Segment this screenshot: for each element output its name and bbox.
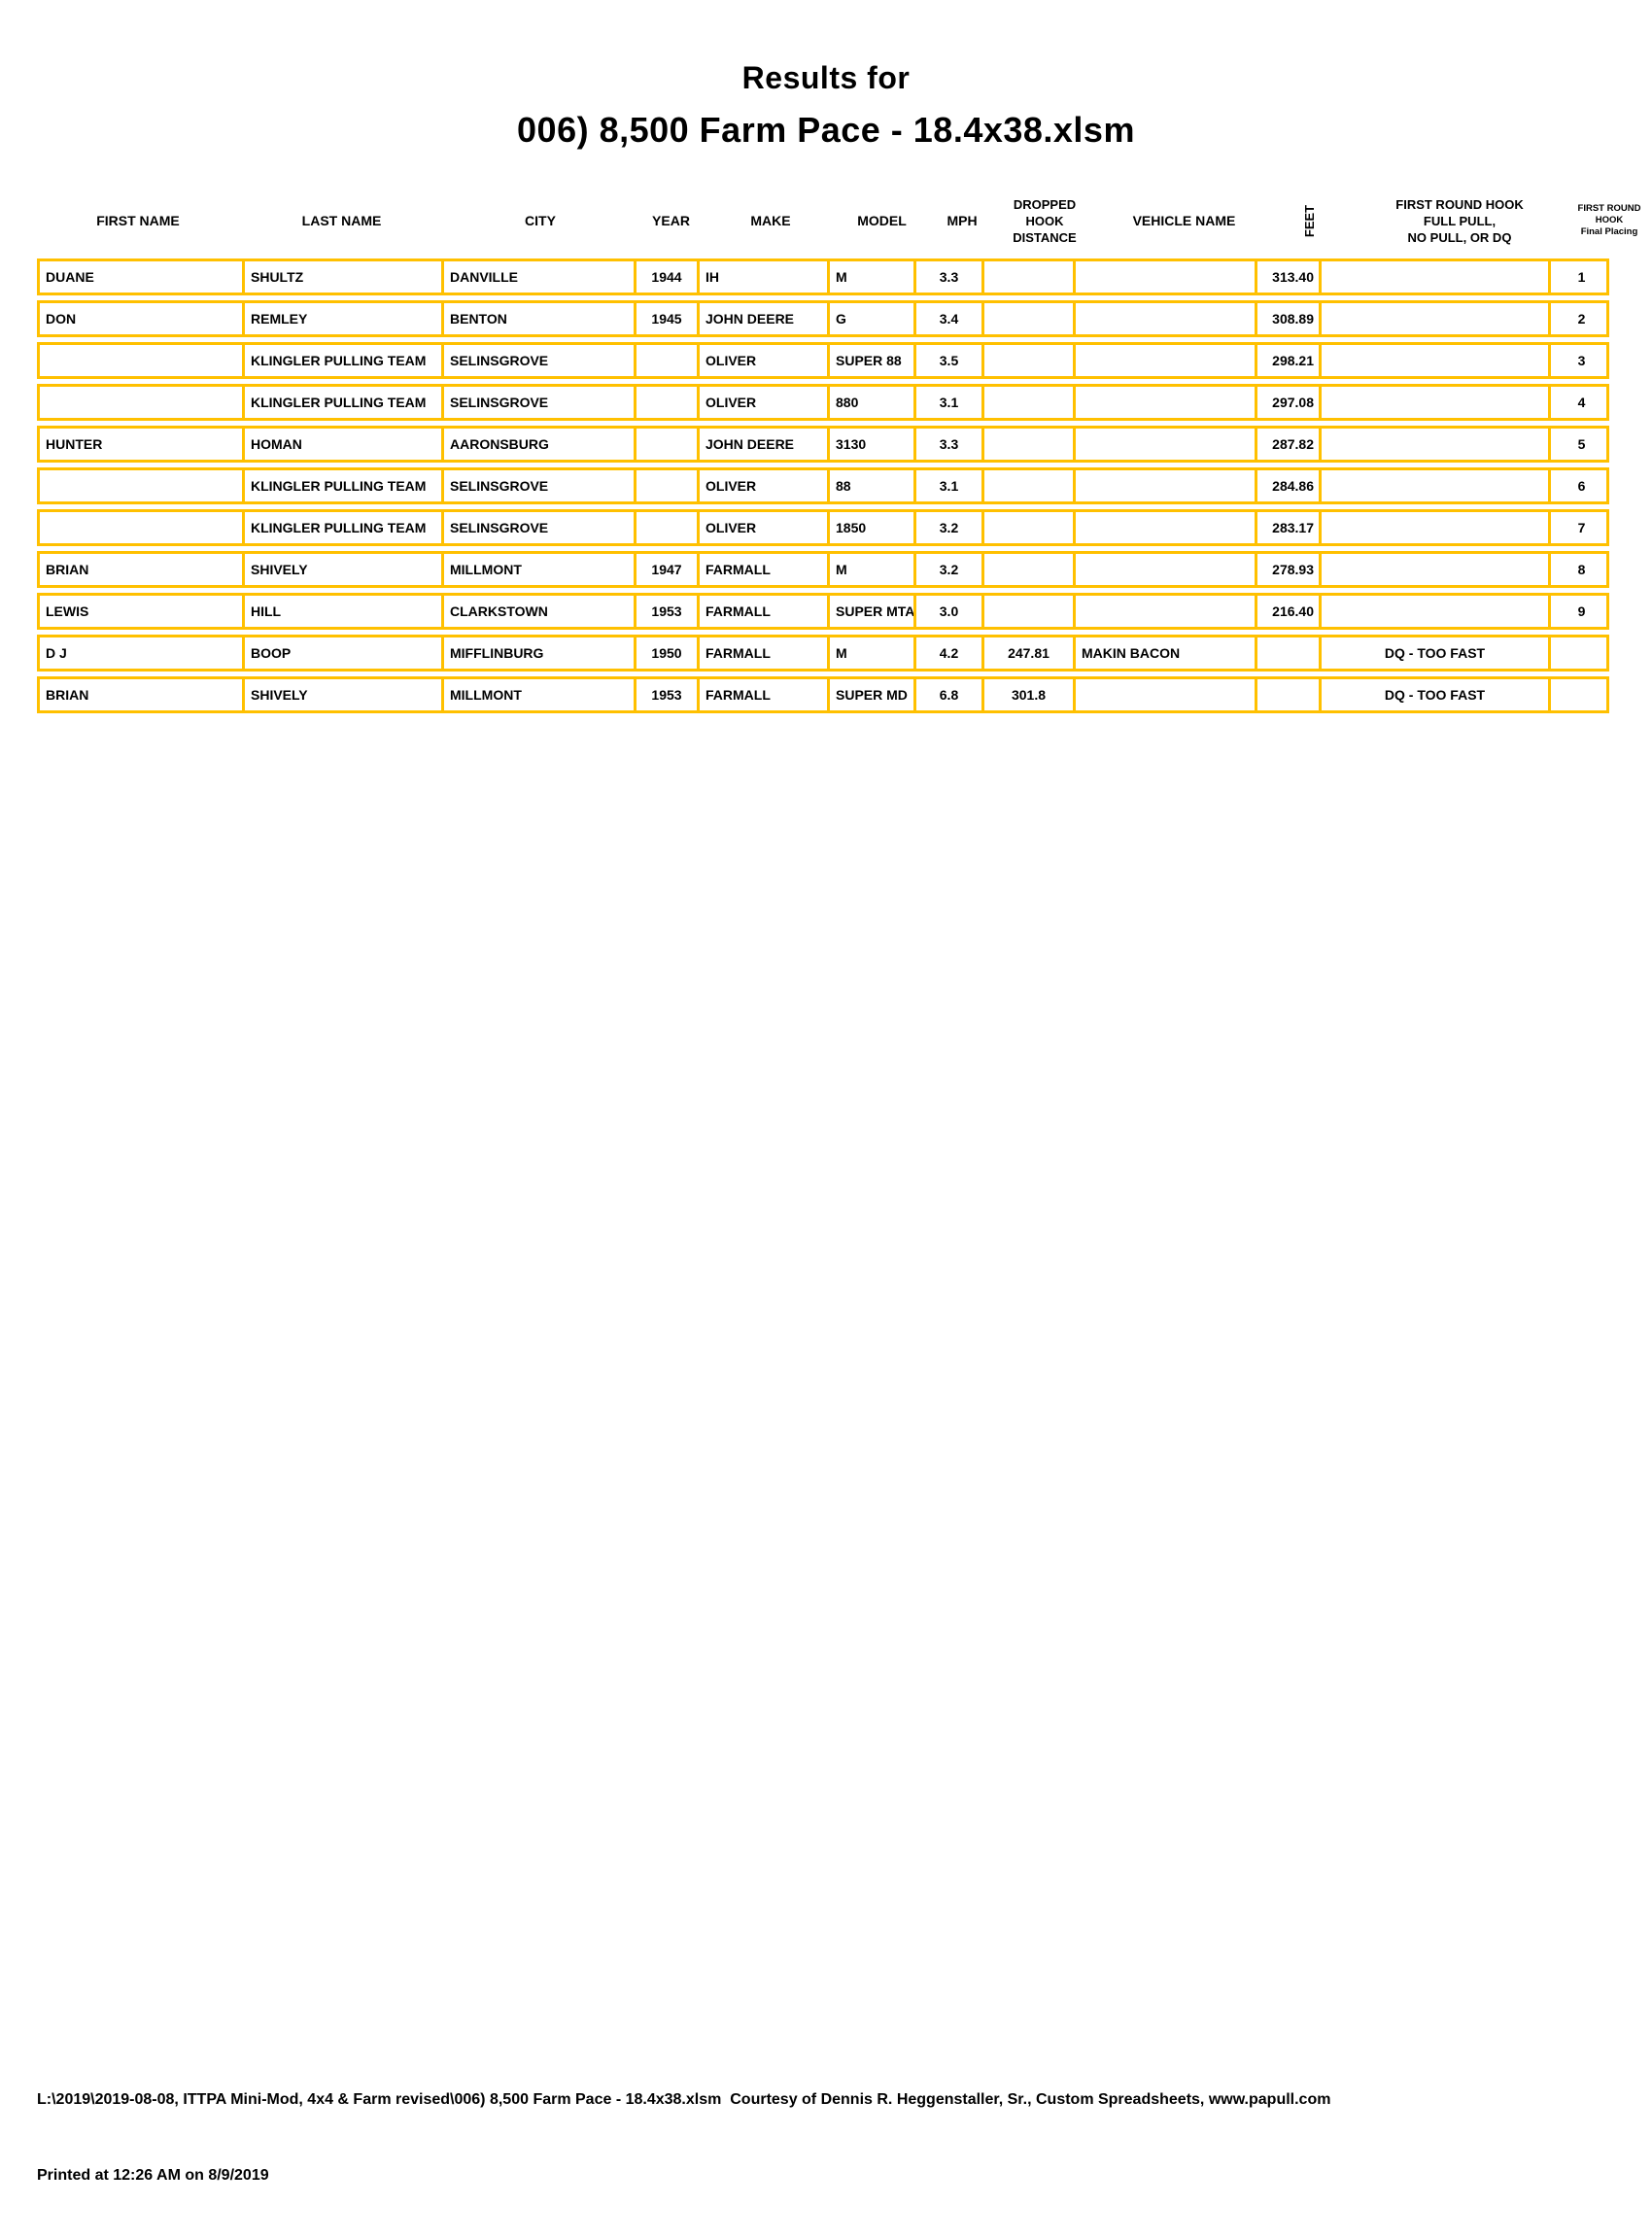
cell-dropped-hook-distance	[981, 470, 1073, 501]
cell-final-placing: 2	[1548, 303, 1612, 334]
title-line-1: Results for	[741, 60, 911, 95]
title-line-2: 006) 8,500 Farm Pace - 18.4x38.xlsm	[517, 110, 1135, 150]
cell-model: M	[827, 261, 913, 293]
cell-first-name: BRIAN	[46, 687, 89, 703]
table-row	[37, 676, 1609, 713]
cell-first-round-hook-result	[1319, 554, 1548, 585]
cell-first-name: DON	[46, 311, 77, 327]
cell-feet: 308.89	[1255, 303, 1319, 334]
cell-year: 1950	[634, 637, 697, 669]
cell-first-name: BRIAN	[46, 562, 89, 577]
results-table	[37, 183, 1641, 718]
cell-city: SELINSGROVE	[441, 470, 634, 501]
cell-model: SUPER MD	[827, 679, 913, 710]
cell-final-placing: 6	[1548, 470, 1612, 501]
cell-final-placing	[1548, 637, 1612, 669]
cell-mph: 3.4	[913, 303, 981, 334]
cell-dropped-hook-distance: 301.8	[981, 679, 1073, 710]
cell-year: 1947	[634, 554, 697, 585]
cell-vehicle-name	[1073, 512, 1255, 543]
cell-dropped-hook-distance: 247.81	[981, 637, 1073, 669]
cell-first-round-hook-result: DQ - TOO FAST	[1319, 679, 1548, 710]
header-line: DISTANCE	[1013, 229, 1077, 245]
cell-model: SUPER MTA	[827, 596, 913, 627]
table-row	[37, 467, 1609, 504]
cell-first-round-hook-result	[1319, 387, 1548, 418]
cell-city: MILLMONT	[441, 554, 634, 585]
cell-final-placing	[1548, 679, 1612, 710]
column-header-first-name: FIRST NAME	[96, 212, 180, 228]
page-footer	[37, 2037, 1330, 2239]
column-header-mph: MPH	[946, 212, 978, 228]
cell-dropped-hook-distance	[981, 596, 1073, 627]
header-line: FIRST ROUND	[1577, 203, 1641, 214]
cell-dropped-hook-distance	[981, 387, 1073, 418]
table-row	[37, 593, 1609, 630]
cell-feet: 297.08	[1255, 387, 1319, 418]
cell-last-name: SHIVELY	[242, 679, 441, 710]
cell-mph: 3.3	[913, 261, 981, 293]
cell-city: SELINSGROVE	[441, 512, 634, 543]
cell-last-name: KLINGLER PULLING TEAM	[242, 470, 441, 501]
cell-model: M	[827, 554, 913, 585]
cell-year: 1953	[634, 596, 697, 627]
cell-last-name: KLINGLER PULLING TEAM	[242, 387, 441, 418]
cell-city: AARONSBURG	[441, 429, 634, 460]
cell-final-placing: 1	[1548, 261, 1612, 293]
cell-feet: 313.40	[1255, 261, 1319, 293]
cell-first-round-hook-result	[1319, 303, 1548, 334]
cell-final-placing: 8	[1548, 554, 1612, 585]
table-row	[37, 551, 1609, 588]
header-line: NO PULL, OR DQ	[1407, 229, 1512, 245]
header-line: Final Placing	[1580, 226, 1638, 237]
cell-feet: 287.82	[1255, 429, 1319, 460]
feet-rotated-label: FEET	[1302, 204, 1318, 237]
cell-final-placing: 5	[1548, 429, 1612, 460]
table-row	[37, 258, 1609, 295]
column-header-dropped-hook-distance	[999, 196, 1090, 246]
column-header-make: MAKE	[750, 212, 791, 228]
header-line: DROPPED	[1013, 196, 1077, 212]
cell-make: FARMALL	[697, 679, 827, 710]
cell-make: FARMALL	[697, 637, 827, 669]
cell-model: 88	[827, 470, 913, 501]
cell-city: SELINSGROVE	[441, 387, 634, 418]
cell-first-name: LEWIS	[46, 603, 89, 619]
cell-dropped-hook-distance	[981, 345, 1073, 376]
cell-first-name	[40, 512, 242, 543]
cell-make: JOHN DEERE	[697, 303, 827, 334]
cell-final-placing: 7	[1548, 512, 1612, 543]
cell-feet	[1255, 679, 1319, 710]
table-row	[37, 509, 1609, 546]
cell-first-name: DUANE	[46, 269, 94, 285]
cell-first-name	[40, 345, 242, 376]
cell-feet: 278.93	[1255, 554, 1319, 585]
cell-last-name: SHIVELY	[242, 554, 441, 585]
cell-make: FARMALL	[697, 596, 827, 627]
cell-model: G	[827, 303, 913, 334]
cell-vehicle-name	[1073, 679, 1255, 710]
cell-last-name: BOOP	[242, 637, 441, 669]
table-row	[37, 384, 1609, 421]
cell-last-name: REMLEY	[242, 303, 441, 334]
cell-city: BENTON	[441, 303, 634, 334]
cell-first-round-hook-result	[1319, 345, 1548, 376]
cell-mph: 3.1	[913, 470, 981, 501]
cell-city: MILLMONT	[441, 679, 634, 710]
column-header-vehicle-name: VEHICLE NAME	[1132, 212, 1236, 228]
cell-year: 1944	[634, 261, 697, 293]
cell-final-placing: 3	[1548, 345, 1612, 376]
cell-mph: 6.8	[913, 679, 981, 710]
cell-final-placing: 9	[1548, 596, 1612, 627]
cell-mph: 3.0	[913, 596, 981, 627]
table-row	[37, 635, 1609, 672]
cell-first-round-hook-result: DQ - TOO FAST	[1319, 637, 1548, 669]
cell-city: MIFFLINBURG	[441, 637, 634, 669]
cell-last-name: HOMAN	[242, 429, 441, 460]
cell-mph: 3.3	[913, 429, 981, 460]
cell-year	[634, 345, 697, 376]
cell-feet: 283.17	[1255, 512, 1319, 543]
table-row	[37, 426, 1609, 463]
cell-vehicle-name	[1073, 470, 1255, 501]
cell-vehicle-name	[1073, 261, 1255, 293]
column-header-year: YEAR	[652, 212, 690, 228]
table-header-row	[37, 183, 1641, 258]
cell-make: IH	[697, 261, 827, 293]
cell-model: 3130	[827, 429, 913, 460]
column-header-last-name: LAST NAME	[301, 212, 382, 228]
cell-vehicle-name: MAKIN BACON	[1073, 637, 1255, 669]
cell-first-name: D J	[46, 645, 67, 661]
cell-dropped-hook-distance	[981, 303, 1073, 334]
cell-first-round-hook-result	[1319, 512, 1548, 543]
cell-year	[634, 470, 697, 501]
table-body	[37, 258, 1609, 713]
cell-make: FARMALL	[697, 554, 827, 585]
cell-dropped-hook-distance	[981, 554, 1073, 585]
header-line: HOOK	[1025, 213, 1064, 228]
cell-vehicle-name	[1073, 429, 1255, 460]
cell-mph: 3.5	[913, 345, 981, 376]
cell-mph: 3.1	[913, 387, 981, 418]
cell-make: OLIVER	[697, 387, 827, 418]
cell-first-name: HUNTER	[46, 436, 103, 452]
cell-last-name: KLINGLER PULLING TEAM	[242, 512, 441, 543]
header-line: HOOK	[1595, 215, 1624, 225]
cell-model: M	[827, 637, 913, 669]
cell-model: 1850	[827, 512, 913, 543]
cell-make: OLIVER	[697, 470, 827, 501]
table-row	[37, 300, 1609, 337]
cell-model: SUPER 88	[827, 345, 913, 376]
cell-city: CLARKSTOWN	[441, 596, 634, 627]
cell-mph: 4.2	[913, 637, 981, 669]
cell-final-placing: 4	[1548, 387, 1612, 418]
cell-first-round-hook-result	[1319, 429, 1548, 460]
cell-vehicle-name	[1073, 596, 1255, 627]
column-header-first-round-hook-result	[1345, 196, 1574, 246]
cell-feet: 284.86	[1255, 470, 1319, 501]
table-row	[37, 342, 1609, 379]
cell-dropped-hook-distance	[981, 261, 1073, 293]
footer-file-path: L:\2019\2019-08-08, ITTPA Mini-Mod, 4x4 & Farm revised\006) 8,500 Farm Pace - 18.4x38.xlsm Courtesy of Dennis R. Heggenstaller, Sr., Custom Spreadsheets, www.papull.com	[37, 2091, 1331, 2108]
column-header-final-placing	[1577, 203, 1641, 238]
cell-city: SELINSGROVE	[441, 345, 634, 376]
cell-year	[634, 429, 697, 460]
cell-vehicle-name	[1073, 387, 1255, 418]
cell-vehicle-name	[1073, 554, 1255, 585]
cell-last-name: HILL	[242, 596, 441, 627]
cell-mph: 3.2	[913, 554, 981, 585]
cell-last-name: KLINGLER PULLING TEAM	[242, 345, 441, 376]
cell-dropped-hook-distance	[981, 512, 1073, 543]
cell-first-round-hook-result	[1319, 261, 1548, 293]
cell-make: OLIVER	[697, 345, 827, 376]
cell-feet: 298.21	[1255, 345, 1319, 376]
page-title	[0, 60, 1652, 151]
footer-printed-timestamp: Printed at 12:26 AM on 8/9/2019	[37, 2167, 269, 2184]
cell-first-round-hook-result	[1319, 470, 1548, 501]
column-header-model: MODEL	[857, 212, 907, 228]
column-header-city: CITY	[525, 212, 556, 228]
cell-year	[634, 387, 697, 418]
cell-year	[634, 512, 697, 543]
cell-mph: 3.2	[913, 512, 981, 543]
cell-feet: 216.40	[1255, 596, 1319, 627]
cell-first-name	[40, 470, 242, 501]
cell-city: DANVILLE	[441, 261, 634, 293]
cell-make: OLIVER	[697, 512, 827, 543]
cell-last-name: SHULTZ	[242, 261, 441, 293]
header-line: FULL PULL,	[1423, 213, 1497, 228]
column-header-feet	[1278, 204, 1342, 237]
cell-dropped-hook-distance	[981, 429, 1073, 460]
cell-first-name	[40, 387, 242, 418]
cell-make: JOHN DEERE	[697, 429, 827, 460]
cell-first-round-hook-result	[1319, 596, 1548, 627]
cell-feet	[1255, 637, 1319, 669]
cell-vehicle-name	[1073, 345, 1255, 376]
cell-year: 1945	[634, 303, 697, 334]
cell-vehicle-name	[1073, 303, 1255, 334]
cell-model: 880	[827, 387, 913, 418]
cell-year: 1953	[634, 679, 697, 710]
header-line: FIRST ROUND HOOK	[1395, 196, 1524, 212]
